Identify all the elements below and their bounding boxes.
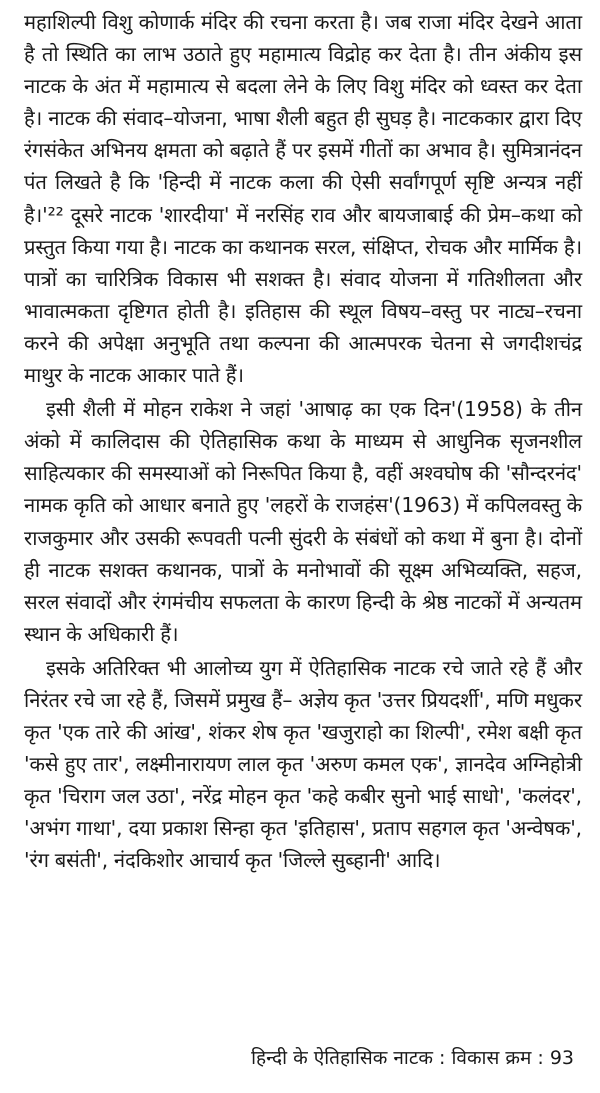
paragraph-jagdishchandra-mathur: महाशिल्पी विशु कोणार्क मंदिर की रचना करता है। जब राजा मंदिर देखने आता है तो स्थिति का लाभ उठाते हुए महामात्य विद्रोह कर देता है। तीन अंकीय इस नाटक के अंत में महामात्य से बदला लेने के लिए विशु मंदिर को ध्वस्त कर देता है। नाटक की संवाद–योजना, भाषा शैली बहुत ही सुघड़ है। नाटककार द्वारा दिए रंगसंकेत अभिनय क्षमता को बढ़ाते हैं पर इसमें गीतों का अभाव है। सुमित्रानंदन पंत लिखते है कि 'हिन्दी में नाटक कला की ऐसी सर्वांगपूर्ण सृष्टि अन्यत्र नहीं है।'²² दूसरे नाटक 'शारदीया' में नरसिंह राव और बायजाबाई की प्रेम–कथा को प्रस्तुत किया गया है। नाटक का कथानक सरल, संक्षिप्त, रोचक और मार्मिक है। पात्रों का चारित्रिक विकास भी सशक्त है। संवाद योजना में गतिशीलता और भावात्मकता दृष्टिगत होती है। इतिहास की स्थूल विषय–वस्तु पर नाट्य–रचना करने की अपेक्षा अनुभूति तथा कल्पना की आत्मपरक चेतना से जगदीशचंद्र माथुर के नाटक आकार पाते हैं। (24, 10, 582, 388)
paragraph-other-historical-plays: इसके अतिरिक्त भी आलोच्य युग में ऐतिहासिक नाटक रचे जाते रहे हैं और निरंतर रचे जा रहे हैं, जिसमें प्रमुख हैं– अज्ञेय कृत 'उत्तर प्रियदर्शी', मणि मधुकर कृत 'एक तारे की आंख', शंकर शेष कृत 'खजुराहो का शिल्पी', रमेश बक्षी कृत 'कसे हुए तार', लक्ष्मीनारायण लाल कृत 'अरुण कमल एक', ज्ञानदेव अग्निहोत्री कृत 'चिराग जल उठा', नरेंद्र मोहन कृत 'कहे कबीर सुनो भाई साधो', 'कलंदर', 'अभंग गाथा', दया प्रकाश सिन्हा कृत 'इतिहास', प्रताप सहगल कृत 'अन्वेषक', 'रंग बसंती', नंदकिशोर आचार्य कृत 'जिल्ले सुब्हानी' आदि। (24, 655, 582, 873)
running-title: हिन्दी के ऐतिहासिक नाटक : विकास क्रम : (251, 1047, 544, 1069)
page-footer (251, 1044, 574, 1072)
page-number: 93 (549, 1047, 574, 1069)
paragraph-mohan-rakesh: इसी शैली में मोहन राकेश ने जहां 'आषाढ़ का एक दिन'(1958) के तीन अंको में कालिदास की ऐतिहासिक कथा के माध्यम से आधुनिक सृजनशील साहित्यकार की समस्याओं को निरूपित किया है, वहीं अश्वघोष की 'सौन्दरनंद' नामक कृति को आधार बनाते हुए 'लहरों के राजहंस'(1963) में कपिलवस्तु के राजकुमार और उसकी रूपवती पत्नी सुंदरी के संबंधों को कथा में बुना है। दोनों ही नाटक सशक्त कथानक, पात्रों के मनोभावों की सूक्ष्म अभिव्यक्ति, सहज, सरल संवादों और रंगमंचीय सफलता के कारण हिन्दी के श्रेष्ठ नाटकों में अन्यतम स्थान के अधिकारी हैं। (24, 397, 582, 646)
